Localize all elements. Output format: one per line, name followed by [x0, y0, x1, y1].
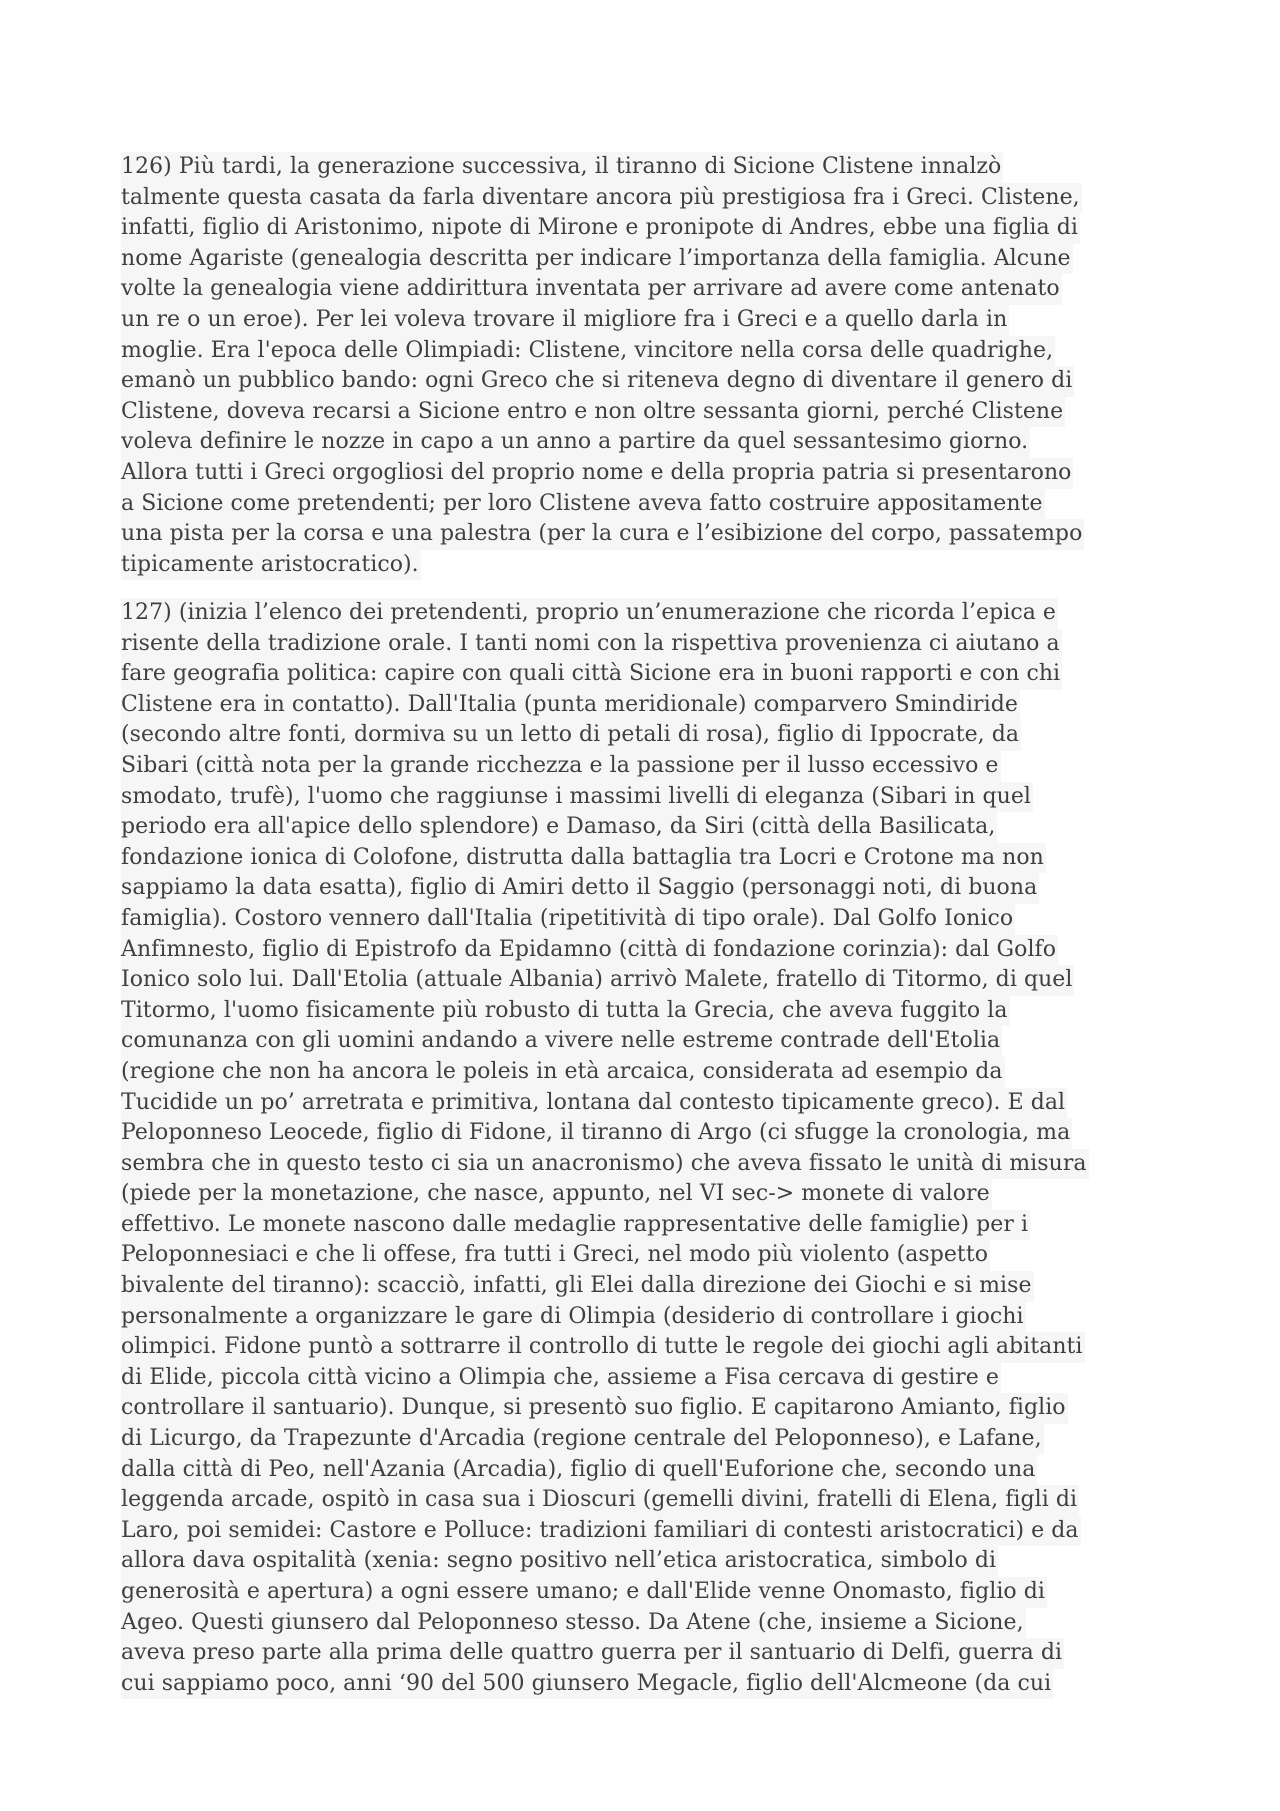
text-line: Sibari (città nota per la grande ricchezza e la passione per il lusso eccessivo e: [121, 751, 1001, 782]
text-line: cui sappiamo poco, anni ‘90 del 500 giunsero Megacle, figlio dell'Alcmeone (da cui: [121, 1669, 1053, 1700]
text-line: a Sicione come pretendenti; per loro Clistene aveva fatto costruire appositamente: [121, 489, 1045, 520]
text-line: sembra che in questo testo ci sia un anacronismo) che aveva fissato le unità di misura: [121, 1149, 1089, 1180]
text-line: 126) Più tardi, la generazione successiva, il tiranno di Sicione Clistene innalzò: [121, 152, 1003, 183]
text-line: Laro, poi semidei: Castore e Polluce: tradizioni familiari di contesti aristocratici) e da: [121, 1516, 1081, 1547]
text-line: fondazione ionica di Colofone, distrutta dalla battaglia tra Locri e Crotone ma non: [121, 843, 1046, 874]
text-line: una pista per la corsa e una palestra (per la cura e l’esibizione del corpo, passatempo: [121, 519, 1084, 550]
text-line: generosità e apertura) a ogni essere umano; e dall'Elide venne Onomasto, figlio di: [121, 1577, 1047, 1608]
text-line: Peloponnesiaci e che li offese, fra tutti i Greci, nel modo più violento (aspetto: [121, 1240, 990, 1271]
text-line: emanò un pubblico bando: ogni Greco che si riteneva degno di diventare il genero di: [121, 366, 1074, 397]
text-line: risente della tradizione orale. I tanti nomi con la rispettiva provenienza ci aiutano a: [121, 629, 1062, 660]
text-line: volte la genealogia viene addirittura inventata per arrivare ad avere come antenato: [121, 274, 1062, 305]
text-line: voleva definire le nozze in capo a un anno a partire da quel sessantesimo giorno.: [121, 427, 1030, 458]
text-line: comunanza con gli uomini andando a vivere nelle estreme contrade dell'Etolia: [121, 1026, 1002, 1057]
text-line: smodato, trufè), l'uomo che raggiunse i massimi livelli di eleganza (Sibari in quel: [121, 782, 1033, 813]
text-line: personalmente a organizzare le gare di Olimpia (desiderio di controllare i giochi: [121, 1302, 1026, 1333]
text-line: moglie. Era l'epoca delle Olimpiadi: Clistene, vincitore nella corsa delle quadrighe,: [121, 336, 1055, 367]
text-line: infatti, figlio di Aristonimo, nipote di Mirone e pronipote di Andres, ebbe una figlia di: [121, 213, 1080, 244]
text-line: (regione che non ha ancora le poleis in età arcaica, considerata ad esempio da: [121, 1057, 1005, 1088]
text-line: fare geografia politica: capire con quali città Sicione era in buoni rapporti e con chi: [121, 659, 1062, 690]
text-line: effettivo. Le monete nascono dalle medaglie rappresentative delle famiglie) per i: [121, 1210, 1030, 1241]
paragraph-127: [121, 598, 1181, 1699]
text-line: bivalente del tiranno): scacciò, infatti, gli Elei dalla direzione dei Giochi e si mise: [121, 1271, 1034, 1302]
text-line: Tucidide un po’ arretrata e primitiva, lontana dal contesto tipicamente greco). E dal: [121, 1088, 1067, 1119]
text-line: Titormo, l'uomo fisicamente più robusto di tutta la Grecia, che aveva fuggito la: [121, 996, 1010, 1027]
text-line: (piede per la monetazione, che nasce, appunto, nel VI sec-> monete di valore: [121, 1179, 992, 1210]
text-line: Clistene era in contatto). Dall'Italia (punta meridionale) comparvero Smindiride: [121, 690, 1020, 721]
text-line: dalla città di Peo, nell'Azania (Arcadia), figlio di quell'Euforione che, secondo una: [121, 1455, 1037, 1486]
text-line: famiglia). Costoro vennero dall'Italia (ripetitività di tipo orale). Dal Golfo Ionico: [121, 904, 1015, 935]
text-line: 127) (inizia l’elenco dei pretendenti, proprio un’enumerazione che ricorda l’epica e: [121, 598, 1058, 629]
text-line: Clistene, doveva recarsi a Sicione entro e non oltre sessanta giorni, perché Clistene: [121, 397, 1065, 428]
text-line: allora dava ospitalità (xenia: segno positivo nell’etica aristocratica, simbolo di: [121, 1546, 998, 1577]
text-line: talmente questa casata da farla diventare ancora più prestigiosa fra i Greci. Clistene,: [121, 183, 1082, 214]
text-line: Allora tutti i Greci orgogliosi del proprio nome e della propria patria si presentarono: [121, 458, 1073, 489]
text-line: aveva preso parte alla prima delle quattro guerra per il santuario di Delfi, guerra di: [121, 1638, 1064, 1669]
text-line: di Licurgo, da Trapezunte d'Arcadia (regione centrale del Peloponneso), e Lafane,: [121, 1424, 1044, 1455]
text-line: olimpici. Fidone puntò a sottrarre il controllo di tutte le regole dei giochi agli abitanti: [121, 1332, 1085, 1363]
text-line: controllare il santuario). Dunque, si presentò suo figlio. E capitarono Amianto, figlio: [121, 1393, 1068, 1424]
text-line: Anfimnesto, figlio di Epistrofo da Epidamno (città di fondazione corinzia): dal Golfo: [121, 935, 1058, 966]
paragraph-126: [121, 152, 1181, 580]
text-line: leggenda arcade, ospitò in casa sua i Dioscuri (gemelli divini, fratelli di Elena, figli di: [121, 1485, 1079, 1516]
text-line: sappiamo la data esatta), figlio di Amiri detto il Saggio (personaggi noti, di buona: [121, 873, 1039, 904]
text-line: periodo era all'apice dello splendore) e Damaso, da Siri (città della Basilicata,: [121, 812, 997, 843]
text-line: tipicamente aristocratico).: [121, 550, 421, 581]
text-line: Peloponneso Leocede, figlio di Fidone, il tiranno di Argo (ci sfugge la cronologia, ma: [121, 1118, 1072, 1149]
text-line: Ageo. Questi giunsero dal Peloponneso stesso. Da Atene (che, insieme a Sicione,: [121, 1608, 1026, 1639]
text-line: nome Agariste (genealogia descritta per indicare l’importanza della famiglia. Alcune: [121, 244, 1073, 275]
text-line: (secondo altre fonti, dormiva su un letto di petali di rosa), figlio di Ippocrate, da: [121, 720, 1021, 751]
text-line: Ionico solo lui. Dall'Etolia (attuale Albania) arrivò Malete, fratello di Titormo, di quel: [121, 965, 1074, 996]
text-line: di Elide, piccola città vicino a Olimpia che, assieme a Fisa cercava di gestire e: [121, 1363, 1001, 1394]
text-line: un re o un eroe). Per lei voleva trovare il migliore fra i Greci e a quello darla in: [121, 305, 1009, 336]
